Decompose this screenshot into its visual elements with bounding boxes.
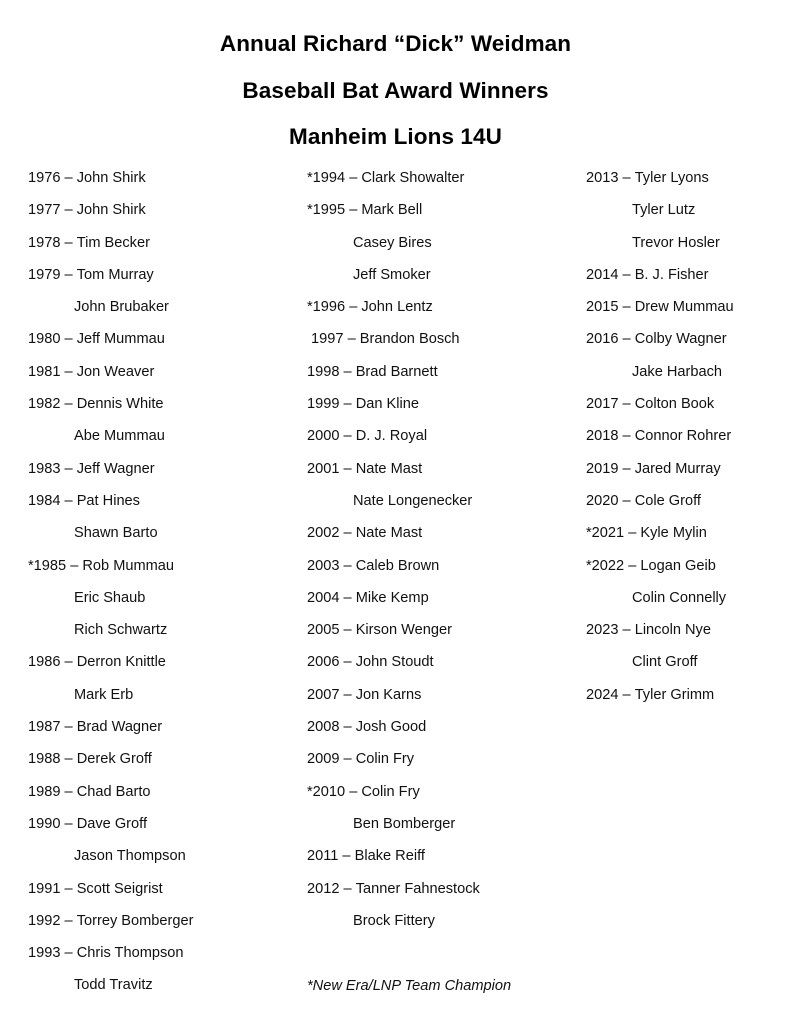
winner-row: [28, 456, 288, 488]
winner-row: [307, 876, 577, 908]
winner-name: Tyler Lutz: [632, 202, 696, 219]
winner-row: [586, 165, 786, 197]
award-year: 2016 –: [586, 331, 635, 348]
award-year: 1978 –: [28, 234, 77, 251]
winner-name: Jeff Smoker: [353, 266, 431, 283]
winner-row: [586, 456, 786, 488]
award-year: *1996 –: [307, 299, 362, 316]
winner-name: Trevor Hosler: [632, 234, 720, 251]
winner-row: [28, 262, 288, 294]
winner-row: [28, 972, 288, 1004]
winner-name: Jon Karns: [355, 686, 422, 703]
winner-row: [28, 908, 288, 940]
winner-row: [307, 294, 577, 326]
winner-name: Brandon Bosch: [359, 331, 460, 348]
winner-name: Brock Fittery: [353, 912, 435, 929]
award-year: 2013 –: [586, 170, 635, 186]
award-year: 2018 –: [586, 428, 635, 445]
winner-name: Pat Hines: [76, 492, 140, 509]
winner-name: Nate Longenecker: [353, 492, 473, 509]
award-year: 1990 –: [28, 815, 77, 832]
winner-name: Derron Knittle: [76, 654, 166, 671]
award-year: *1994 –: [307, 170, 362, 186]
winner-name: Mike Kemp: [355, 589, 429, 606]
winner-name: Nate Mast: [355, 525, 423, 542]
winner-name: Rich Schwartz: [74, 622, 168, 639]
winner-name: Dennis White: [76, 396, 164, 413]
award-year: 1980 –: [28, 331, 77, 348]
winner-row: [307, 714, 577, 746]
winner-name: Mark Erb: [74, 686, 134, 703]
title-line-2: Baseball Bat Award Winners: [242, 77, 549, 103]
winner-name: Cole Groff: [634, 492, 701, 509]
award-year: 1982 –: [28, 396, 77, 413]
winner-row: [307, 746, 577, 778]
winner-name: Colin Fry: [361, 783, 420, 800]
winner-row: [307, 779, 577, 811]
winner-name: Jake Harbach: [632, 363, 723, 380]
winner-name: Torrey Bomberger: [76, 912, 194, 929]
award-year: 1977 –: [28, 202, 77, 219]
winner-row: [28, 326, 288, 358]
footnote: *New Era/LNP Team Champion: [307, 978, 512, 994]
winner-row: [28, 585, 288, 617]
winner-row: [307, 649, 577, 681]
award-year: 2009 –: [307, 751, 356, 768]
title-line-1: Annual Richard “Dick” Weidman: [219, 31, 572, 56]
winner-name: Brad Wagner: [76, 719, 163, 736]
winner-name: John Lentz: [361, 299, 433, 316]
winner-row: [28, 649, 288, 681]
winner-row: [586, 553, 786, 585]
winner-name: John Shirk: [76, 170, 146, 186]
winner-name: Lincoln Nye: [634, 622, 711, 639]
winner-row: [307, 391, 577, 423]
winner-row: [307, 553, 577, 585]
award-year: 1997 –: [307, 331, 360, 348]
winner-row: [307, 326, 577, 358]
winner-name: Casey Bires: [353, 234, 432, 251]
award-year: 2002 –: [307, 525, 356, 542]
winner-name: Tanner Fahnestock: [355, 880, 480, 897]
award-year: 2001 –: [307, 460, 356, 477]
winner-row: [307, 423, 577, 455]
winner-name: Todd Travitz: [74, 977, 153, 994]
award-year: 2023 –: [586, 622, 635, 639]
winner-name: John Stoudt: [355, 654, 434, 671]
winner-name: Mark Bell: [361, 202, 423, 219]
winner-name: Shawn Barto: [74, 525, 158, 542]
winner-row: [28, 423, 288, 455]
winner-row: [586, 326, 786, 358]
winner-name: Kyle Mylin: [640, 525, 707, 542]
award-year: 2003 –: [307, 557, 356, 574]
winner-row: [586, 359, 786, 391]
winner-row: [28, 488, 288, 520]
winner-row: [28, 682, 288, 714]
winner-name: Tim Becker: [76, 234, 150, 251]
winner-name: Jared Murray: [634, 460, 721, 477]
winner-name: Dan Kline: [355, 396, 419, 413]
award-year: 2024 –: [586, 686, 635, 703]
winner-row: [28, 617, 288, 649]
winner-row: [307, 908, 577, 940]
winner-row: [586, 585, 786, 617]
winner-name: Jeff Wagner: [76, 460, 155, 477]
title-line-3: Manheim Lions 14U: [289, 124, 502, 149]
award-year: 2006 –: [307, 654, 356, 671]
winner-row: [28, 197, 288, 229]
winner-name: Caleb Brown: [355, 557, 440, 574]
winner-row: [586, 294, 786, 326]
winner-name: John Brubaker: [74, 299, 169, 316]
award-year: *1995 –: [307, 202, 362, 219]
winner-row: [307, 811, 577, 843]
winner-name: B. J. Fisher: [634, 266, 709, 283]
award-year: 2019 –: [586, 460, 635, 477]
winner-name: Kirson Wenger: [355, 622, 452, 639]
winner-name: Eric Shaub: [74, 589, 146, 606]
winner-row: [28, 520, 288, 552]
winner-name: Connor Rohrer: [634, 428, 732, 445]
winner-row: [28, 294, 288, 326]
winner-name: John Shirk: [76, 202, 146, 219]
award-year: 2015 –: [586, 299, 635, 316]
winner-name: Chad Barto: [76, 783, 151, 800]
winner-name: Tyler Lyons: [634, 170, 709, 186]
award-year: 1998 –: [307, 363, 356, 380]
award-year: 1988 –: [28, 751, 77, 768]
winner-name: Jeff Mummau: [76, 331, 165, 348]
award-year: 1981 –: [28, 363, 77, 380]
winner-name: Colton Book: [634, 396, 715, 413]
winner-row: [28, 811, 288, 843]
award-year: 2005 –: [307, 622, 356, 639]
winners-column-3: [586, 165, 786, 714]
winner-name: Tyler Grimm: [634, 686, 715, 703]
winner-row: [28, 876, 288, 908]
document-title: [0, 28, 791, 168]
winner-row: [307, 359, 577, 391]
winner-row: [307, 843, 577, 875]
award-year: 1993 –: [28, 945, 77, 962]
winner-name: Colin Fry: [355, 751, 415, 768]
award-year: 1989 –: [28, 783, 77, 800]
award-year: 2020 –: [586, 492, 635, 509]
winner-name: Chris Thompson: [76, 945, 184, 962]
award-year: *2022 –: [586, 557, 641, 574]
award-year: 2004 –: [307, 589, 356, 606]
winner-row: [307, 165, 577, 197]
winner-name: Blake Reiff: [354, 848, 425, 865]
winner-row: [586, 197, 786, 229]
winner-row: [586, 423, 786, 455]
award-year: 1976 –: [28, 170, 77, 186]
award-year: 1991 –: [28, 880, 77, 897]
winner-name: Nate Mast: [355, 460, 423, 477]
award-year: *2010 –: [307, 783, 362, 800]
award-year: 2012 –: [307, 880, 356, 897]
winner-row: [28, 359, 288, 391]
winner-row: [307, 682, 577, 714]
award-year: 2000 –: [307, 428, 356, 445]
award-year: 1983 –: [28, 460, 77, 477]
winner-name: Scott Seigrist: [76, 880, 163, 897]
award-year: 1987 –: [28, 719, 77, 736]
winner-row: [307, 262, 577, 294]
winner-name: Dave Groff: [76, 815, 147, 832]
winner-name: Colin Connelly: [632, 589, 727, 606]
winner-name: Rob Mummau: [82, 557, 175, 574]
winner-name: Tom Murray: [76, 266, 154, 283]
award-year: 2007 –: [307, 686, 356, 703]
winners-column-1: [28, 165, 288, 1005]
award-year: 1984 –: [28, 492, 77, 509]
winner-row: [28, 779, 288, 811]
winner-row: [28, 165, 288, 197]
award-year: 1979 –: [28, 266, 77, 283]
winner-name: Logan Geib: [640, 557, 716, 574]
winners-column-2: [307, 165, 577, 940]
winner-row: [307, 230, 577, 262]
winner-name: Colby Wagner: [634, 331, 727, 348]
award-year: *1985 –: [28, 557, 83, 574]
winner-row: [586, 262, 786, 294]
award-year: 2014 –: [586, 266, 635, 283]
winner-row: [28, 843, 288, 875]
winner-row: [307, 488, 577, 520]
winner-row: [307, 585, 577, 617]
winner-row: [307, 520, 577, 552]
winner-name: Ben Bomberger: [353, 815, 456, 832]
award-year: *2021 –: [586, 525, 641, 542]
winner-name: Derek Groff: [76, 751, 152, 768]
winner-row: [28, 746, 288, 778]
winner-name: Clark Showalter: [361, 170, 465, 186]
winner-name: Brad Barnett: [355, 363, 438, 380]
award-year: 1999 –: [307, 396, 356, 413]
winner-row: [586, 488, 786, 520]
winner-row: [307, 617, 577, 649]
winner-row: [586, 230, 786, 262]
award-year: 1986 –: [28, 654, 77, 671]
winner-row: [28, 391, 288, 423]
award-year: 1992 –: [28, 912, 77, 929]
award-year: 2011 –: [307, 848, 355, 865]
winner-row: [586, 391, 786, 423]
winner-row: [586, 617, 786, 649]
winner-name: Drew Mummau: [634, 299, 734, 316]
winner-row: [28, 940, 288, 972]
winner-row: [28, 714, 288, 746]
winner-row: [307, 197, 577, 229]
winner-row: [28, 230, 288, 262]
winner-row: [586, 520, 786, 552]
award-year: 2017 –: [586, 396, 635, 413]
winner-name: Clint Groff: [632, 654, 698, 671]
winner-row: [28, 553, 288, 585]
winner-row: [586, 682, 786, 714]
award-year: 2008 –: [307, 719, 356, 736]
winner-name: Abe Mummau: [74, 428, 165, 445]
winner-name: D. J. Royal: [355, 428, 428, 445]
winner-name: Josh Good: [355, 719, 427, 736]
winner-row: [307, 456, 577, 488]
winner-row: [586, 649, 786, 681]
winner-name: Jason Thompson: [74, 848, 186, 865]
winner-name: Jon Weaver: [76, 363, 155, 380]
